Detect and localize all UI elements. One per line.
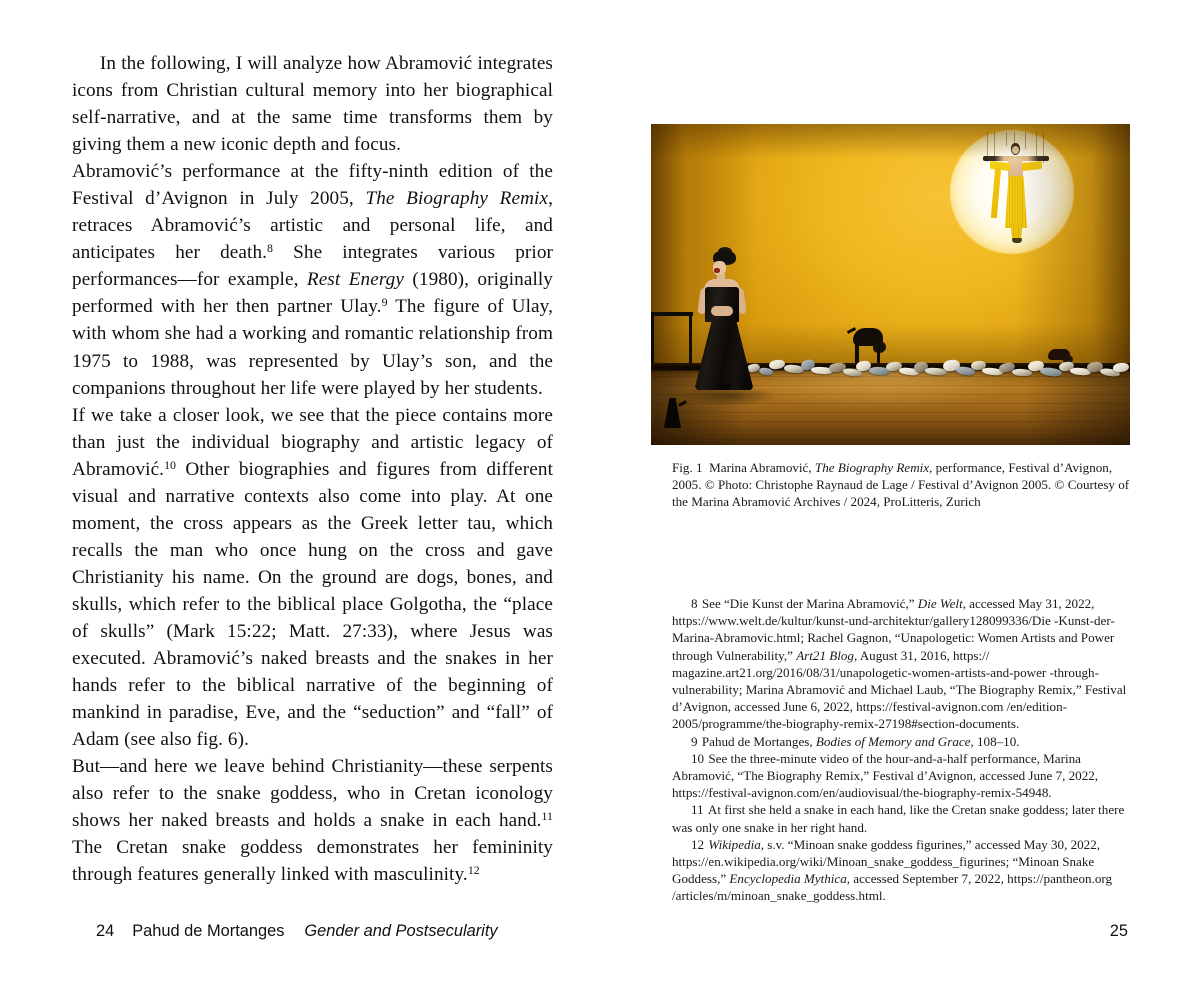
footer-author-name: Pahud de Mortanges [132,922,285,940]
performer-open-mouth [714,268,720,273]
footnote-10-number: 10 [690,750,705,766]
paragraph-2-text-d: (1980), originally performed with her then partner Ulay. [72,269,553,318]
paragraph-3-text-a: If we take a closer look, we see that the piece contains more than just the individual biography and artistic legacy of Abramović. [72,404,553,480]
footnote-12-number: 12 [690,836,705,852]
footnote-12-text-b: , accessed September 7, 2022, https://pantheon.org /articles/m/minoan_snake_goddess.html. [672,871,1113,904]
body-paragraph-4 [72,753,553,888]
black-gown-skirt [695,318,753,390]
footnote-9-text-b: , 108–10. [970,733,1020,749]
footnote-8-italic-art21-blog: Art21 Blog [796,647,854,663]
footnote-9-text-a: Pahud de Mortanges, [701,733,816,749]
footer-right-group [1110,922,1128,941]
footnote-11-number: 11 [690,802,704,818]
footnote-marker-8: 8 [267,241,273,256]
paragraph-1-text: In the following, I will analyze how Abramović integrates icons from Christian cultural memory into her biographical self-narrative, and at the same time transforms them by giving them a new iconic depth and focus. [72,53,553,156]
footnote-9-italic-book-title: Bodies of Memory and Grace [815,733,971,749]
left-text-column [72,50,553,888]
body-paragraph-3 [72,402,553,754]
footnote-8-text-b: , accessed May 31, 2022, https://www.welt.de/kultur/kunst-und-architektur/gallery128099336/Die -Kunst-der-Marina-Abramovic.html; Rachel Gagnon, “Unapologetic: Women Artists and Power through Vulnerability,” [672,596,1115,663]
performer-marina-abramovic [693,250,761,391]
paragraph-4-text-b: The Cretan snake goddess demonstrates her femininity through features generally linked with masculinity. [72,837,553,886]
performance-photograph [651,124,1130,445]
footnote-8 [672,595,1130,733]
page-number-left: 24 [96,922,115,940]
performer-shoes [717,384,731,390]
footer-book-title: Gender and Postsecularity [304,922,498,940]
figure-caption-text-a: Marina Abramović, [709,460,815,475]
work-title-rest-energy: Rest Energy [306,269,404,291]
figure-caption-work-title: The Biography Remix [814,460,930,475]
footnote-marker-12: 12 [467,863,480,878]
footnote-10-text-a: See the three-minute video of the hour-and-a-half performance, Marina Abramović, “The Biography Remix,” Festival d’Avignon, accessed June 7, 2022, https://festival-avignon.com/en/audiovisual/the-biography-remix-54948. [672,750,1099,801]
paragraph-4-text-a: But—and here we leave behind Christianity—these serpents also refer to the snake goddess, who in Cretan iconology shows her naked breasts and holds a snake in each hand. [72,756,553,832]
right-figure-column [651,124,1130,511]
footnote-9 [672,733,1130,750]
paragraph-2-text-b: , retraces Abramović’s artistic and personal life, and anticipates her death. [72,188,553,264]
paragraph-3-text-b: Other biographies and figures from different visual and narrative contexts also come into play. At one moment, the cross appears as the Greek letter tau, which recalls the man who once hung on the cross and gave Christianity his name. On the ground are dogs, bones, and skulls, which refer to the biblical place Golgotha, the “place of skulls” (Mark 15:22; Matt. 27:33), where Jesus was executed. Abramović’s naked breasts and the snakes in her hands refer to the biblical narrative of the beginning of mankind in paradise, Eve, and the “seduction” and “fall” of Adam (see also fig. 6). [72,458,553,751]
footnote-8-italic-die-welt: Die Welt [917,596,963,611]
figure-caption [651,445,1130,511]
paragraph-2-text-c: She integrates various prior performances—for example, [72,242,553,291]
footnote-12-text-a: , s.v. “Minoan snake goddess figurines,” accessed May 30, 2022, https://en.wikipedia.org/wiki/Minoan_snake_goddess_figurines; “Minoan Snake Goddess,” [672,836,1101,887]
footnote-marker-10: 10 [164,457,176,472]
footer-left-group [96,922,498,941]
page-footer [0,922,1200,948]
footnote-12-italic-encyclopedia-mythica: Encyclopedia Mythica [729,871,847,887]
footnote-11 [672,801,1130,835]
footnote-9-number: 9 [690,733,698,749]
figure-1 [651,124,1130,511]
paragraph-2-text-a: Abramović’s performance at the fifty-ninth edition of the Festival d’Avignon in July 2005, [72,161,553,210]
footnote-8-text-a: See “Die Kunst der Marina Abramović,” [701,596,918,611]
page-number-right: 25 [1109,922,1128,940]
footnote-8-text-c: , August 31, 2016, https:// magazine.art21.org/2016/08/31/unapologetic-women-artists-and-power -through-vulnerability; Marina Abramović and Michael Laub, “The Biography Remix,” Festival d’Avignon, accessed June 6, 2022, https://festival-avignon.com /en/edition-2005/programme/the-biography-remix-27198#section-documents. [672,647,1127,732]
figure-caption-label: Fig. 1 [672,460,703,475]
work-title-biography-remix: The Biography Remix [365,188,549,210]
bone [1113,362,1130,373]
footnote-12-italic-wikipedia: Wikipedia [708,836,761,852]
footnotes-block [672,595,1130,905]
black-gown-bodice [705,287,739,322]
body-paragraph-2 [72,158,553,401]
performer-hands [711,306,733,316]
footnote-11-text-a: At first she held a snake in each hand, like the Cretan snake goddess; later there was only one snake in her right hand. [672,802,1125,835]
footnote-10 [672,750,1130,802]
paragraph-2-text-e: The figure of Ulay, with whom she had a working and romantic relationship from 1975 to 1988, was represented by Ulay’s son, and the companions throughout her life were played by her students. [72,296,553,399]
body-paragraph-1 [72,50,553,158]
figure-caption-text-b: , performance, Festival d’Avignon, 2005. © Photo: Christophe Raynaud de Lage / Festival d’Avignon 2005. © Courtesy of the Marina Abramović Archives / 2024, ProLitteris, Zurich [672,460,1130,510]
footnote-marker-11: 11 [541,809,553,824]
footnote-8-number: 8 [690,596,698,611]
footnote-marker-9: 9 [381,295,388,310]
footnote-12 [672,836,1130,905]
